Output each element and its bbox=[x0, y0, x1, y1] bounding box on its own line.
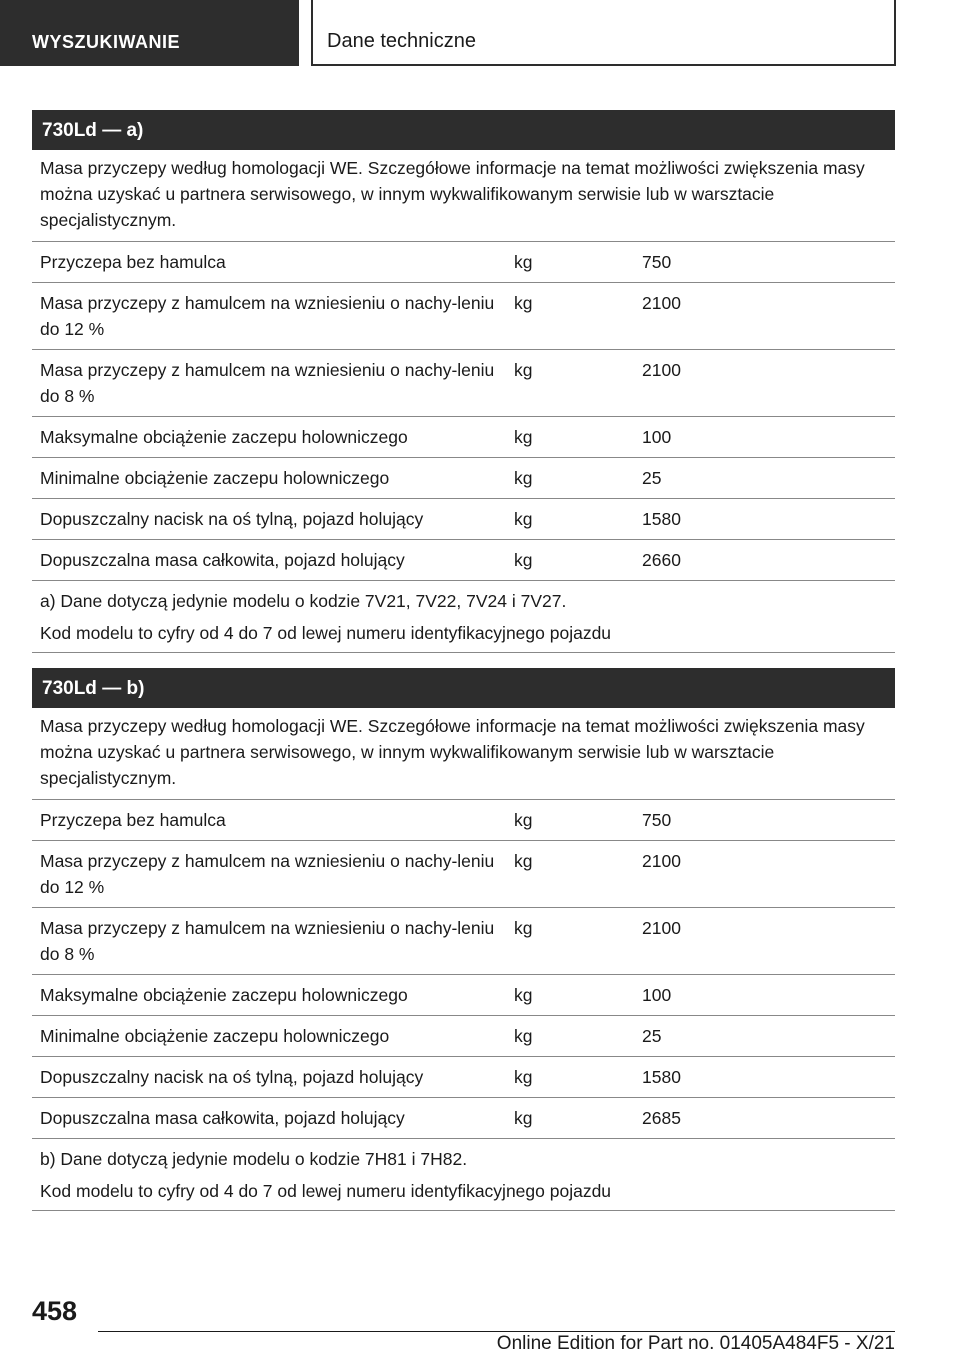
row-label: Przyczepa bez hamulca bbox=[40, 252, 226, 272]
row-label: Minimalne obciążenie zaczepu holowniczego bbox=[40, 468, 390, 488]
row-label: Masa przyczepy z hamulcem na wzniesieniu o nachy-leniu do 12 % bbox=[40, 293, 495, 339]
row-label: Dopuszczalny nacisk na oś tylną, pojazd holujący bbox=[40, 1067, 424, 1087]
model-code-note: Kod modelu to cyfry od 4 do 7 od lewej numeru identyfikacyjnego pojazdu bbox=[40, 1181, 612, 1201]
row-unit: kg bbox=[514, 293, 533, 313]
table-row bbox=[32, 1098, 895, 1139]
section-heading: 730Ld — b) bbox=[32, 668, 895, 708]
row-label: Dopuszczalna masa całkowita, pojazd holujący bbox=[40, 550, 405, 570]
row-label: Minimalne obciążenie zaczepu holowniczego bbox=[40, 1026, 390, 1046]
row-unit: kg bbox=[514, 918, 533, 938]
spec-section-b bbox=[32, 668, 895, 1211]
row-unit: kg bbox=[514, 1108, 533, 1128]
edition-footer: Online Edition for Part no. 01405A484F5 - X/21 bbox=[496, 1333, 895, 1354]
row-value: 2100 bbox=[642, 851, 681, 871]
row-label: Maksymalne obciążenie zaczepu holowniczego bbox=[40, 985, 408, 1005]
row-label: Masa przyczepy z hamulcem na wzniesieniu o nachy-leniu do 8 % bbox=[40, 918, 495, 964]
table-row bbox=[32, 350, 895, 417]
row-unit: kg bbox=[514, 427, 533, 447]
row-unit: kg bbox=[514, 985, 533, 1005]
row-value: 2100 bbox=[642, 293, 681, 313]
table-row bbox=[32, 242, 895, 283]
row-value: 2660 bbox=[642, 550, 681, 570]
footnote: b) Dane dotyczą jedynie modelu o kodzie 7H81 i 7H82. bbox=[40, 1149, 468, 1169]
row-unit: kg bbox=[514, 550, 533, 570]
table-row bbox=[32, 1057, 895, 1098]
section-notes bbox=[32, 581, 895, 653]
model-code-note: Kod modelu to cyfry od 4 do 7 od lewej numeru identyfikacyjnego pojazdu bbox=[40, 623, 612, 643]
row-unit: kg bbox=[514, 851, 533, 871]
row-value: 2100 bbox=[642, 918, 681, 938]
section-intro: Masa przyczepy według homologacji WE. Szczegółowe informacje na temat możliwości zwiększenia masy można uzyskać u partnera serwisowego, w innym wykwalifikowanym serwisie lub w warsztacie specjalistycznym. bbox=[32, 150, 895, 242]
search-button[interactable]: WYSZUKIWANIE bbox=[0, 0, 299, 66]
row-unit: kg bbox=[514, 1067, 533, 1087]
row-value: 25 bbox=[642, 1026, 662, 1046]
row-label: Przyczepa bez hamulca bbox=[40, 810, 226, 830]
row-unit: kg bbox=[514, 252, 533, 272]
top-bar bbox=[0, 0, 960, 66]
row-value: 1580 bbox=[642, 1067, 681, 1087]
section-intro: Masa przyczepy według homologacji WE. Szczegółowe informacje na temat możliwości zwiększenia masy można uzyskać u partnera serwisowego, w innym wykwalifikowanym serwisie lub w warsztacie specjalistycznym. bbox=[32, 708, 895, 800]
table-row bbox=[32, 499, 895, 540]
section-heading: 730Ld — a) bbox=[32, 110, 895, 150]
row-label: Masa przyczepy z hamulcem na wzniesieniu o nachy-leniu do 12 % bbox=[40, 851, 495, 897]
row-unit: kg bbox=[514, 360, 533, 380]
table-row bbox=[32, 841, 895, 908]
table-row bbox=[32, 800, 895, 841]
row-label: Masa przyczepy z hamulcem na wzniesieniu o nachy-leniu do 8 % bbox=[40, 360, 495, 406]
table-row bbox=[32, 1016, 895, 1057]
row-unit: kg bbox=[514, 810, 533, 830]
spec-section-a bbox=[32, 110, 895, 653]
row-value: 2685 bbox=[642, 1108, 681, 1128]
table-row bbox=[32, 908, 895, 975]
footer-divider bbox=[98, 1331, 895, 1332]
table-row bbox=[32, 417, 895, 458]
chapter-title: Dane techniczne bbox=[311, 0, 896, 66]
row-unit: kg bbox=[514, 1026, 533, 1046]
row-unit: kg bbox=[514, 468, 533, 488]
row-value: 750 bbox=[642, 252, 672, 272]
section-notes bbox=[32, 1139, 895, 1211]
row-value: 100 bbox=[642, 985, 672, 1005]
row-value: 1580 bbox=[642, 509, 681, 529]
row-label: Dopuszczalna masa całkowita, pojazd holujący bbox=[40, 1108, 405, 1128]
row-label: Maksymalne obciążenie zaczepu holowniczego bbox=[40, 427, 408, 447]
footnote: a) Dane dotyczą jedynie modelu o kodzie 7V21, 7V22, 7V24 i 7V27. bbox=[40, 591, 567, 611]
table-row bbox=[32, 283, 895, 350]
table-row bbox=[32, 540, 895, 581]
row-value: 750 bbox=[642, 810, 672, 830]
table-row bbox=[32, 975, 895, 1016]
row-value: 25 bbox=[642, 468, 662, 488]
row-unit: kg bbox=[514, 509, 533, 529]
table-row bbox=[32, 458, 895, 499]
page-number: 458 bbox=[32, 1296, 78, 1326]
row-value: 2100 bbox=[642, 360, 681, 380]
row-label: Dopuszczalny nacisk na oś tylną, pojazd holujący bbox=[40, 509, 424, 529]
row-value: 100 bbox=[642, 427, 672, 447]
